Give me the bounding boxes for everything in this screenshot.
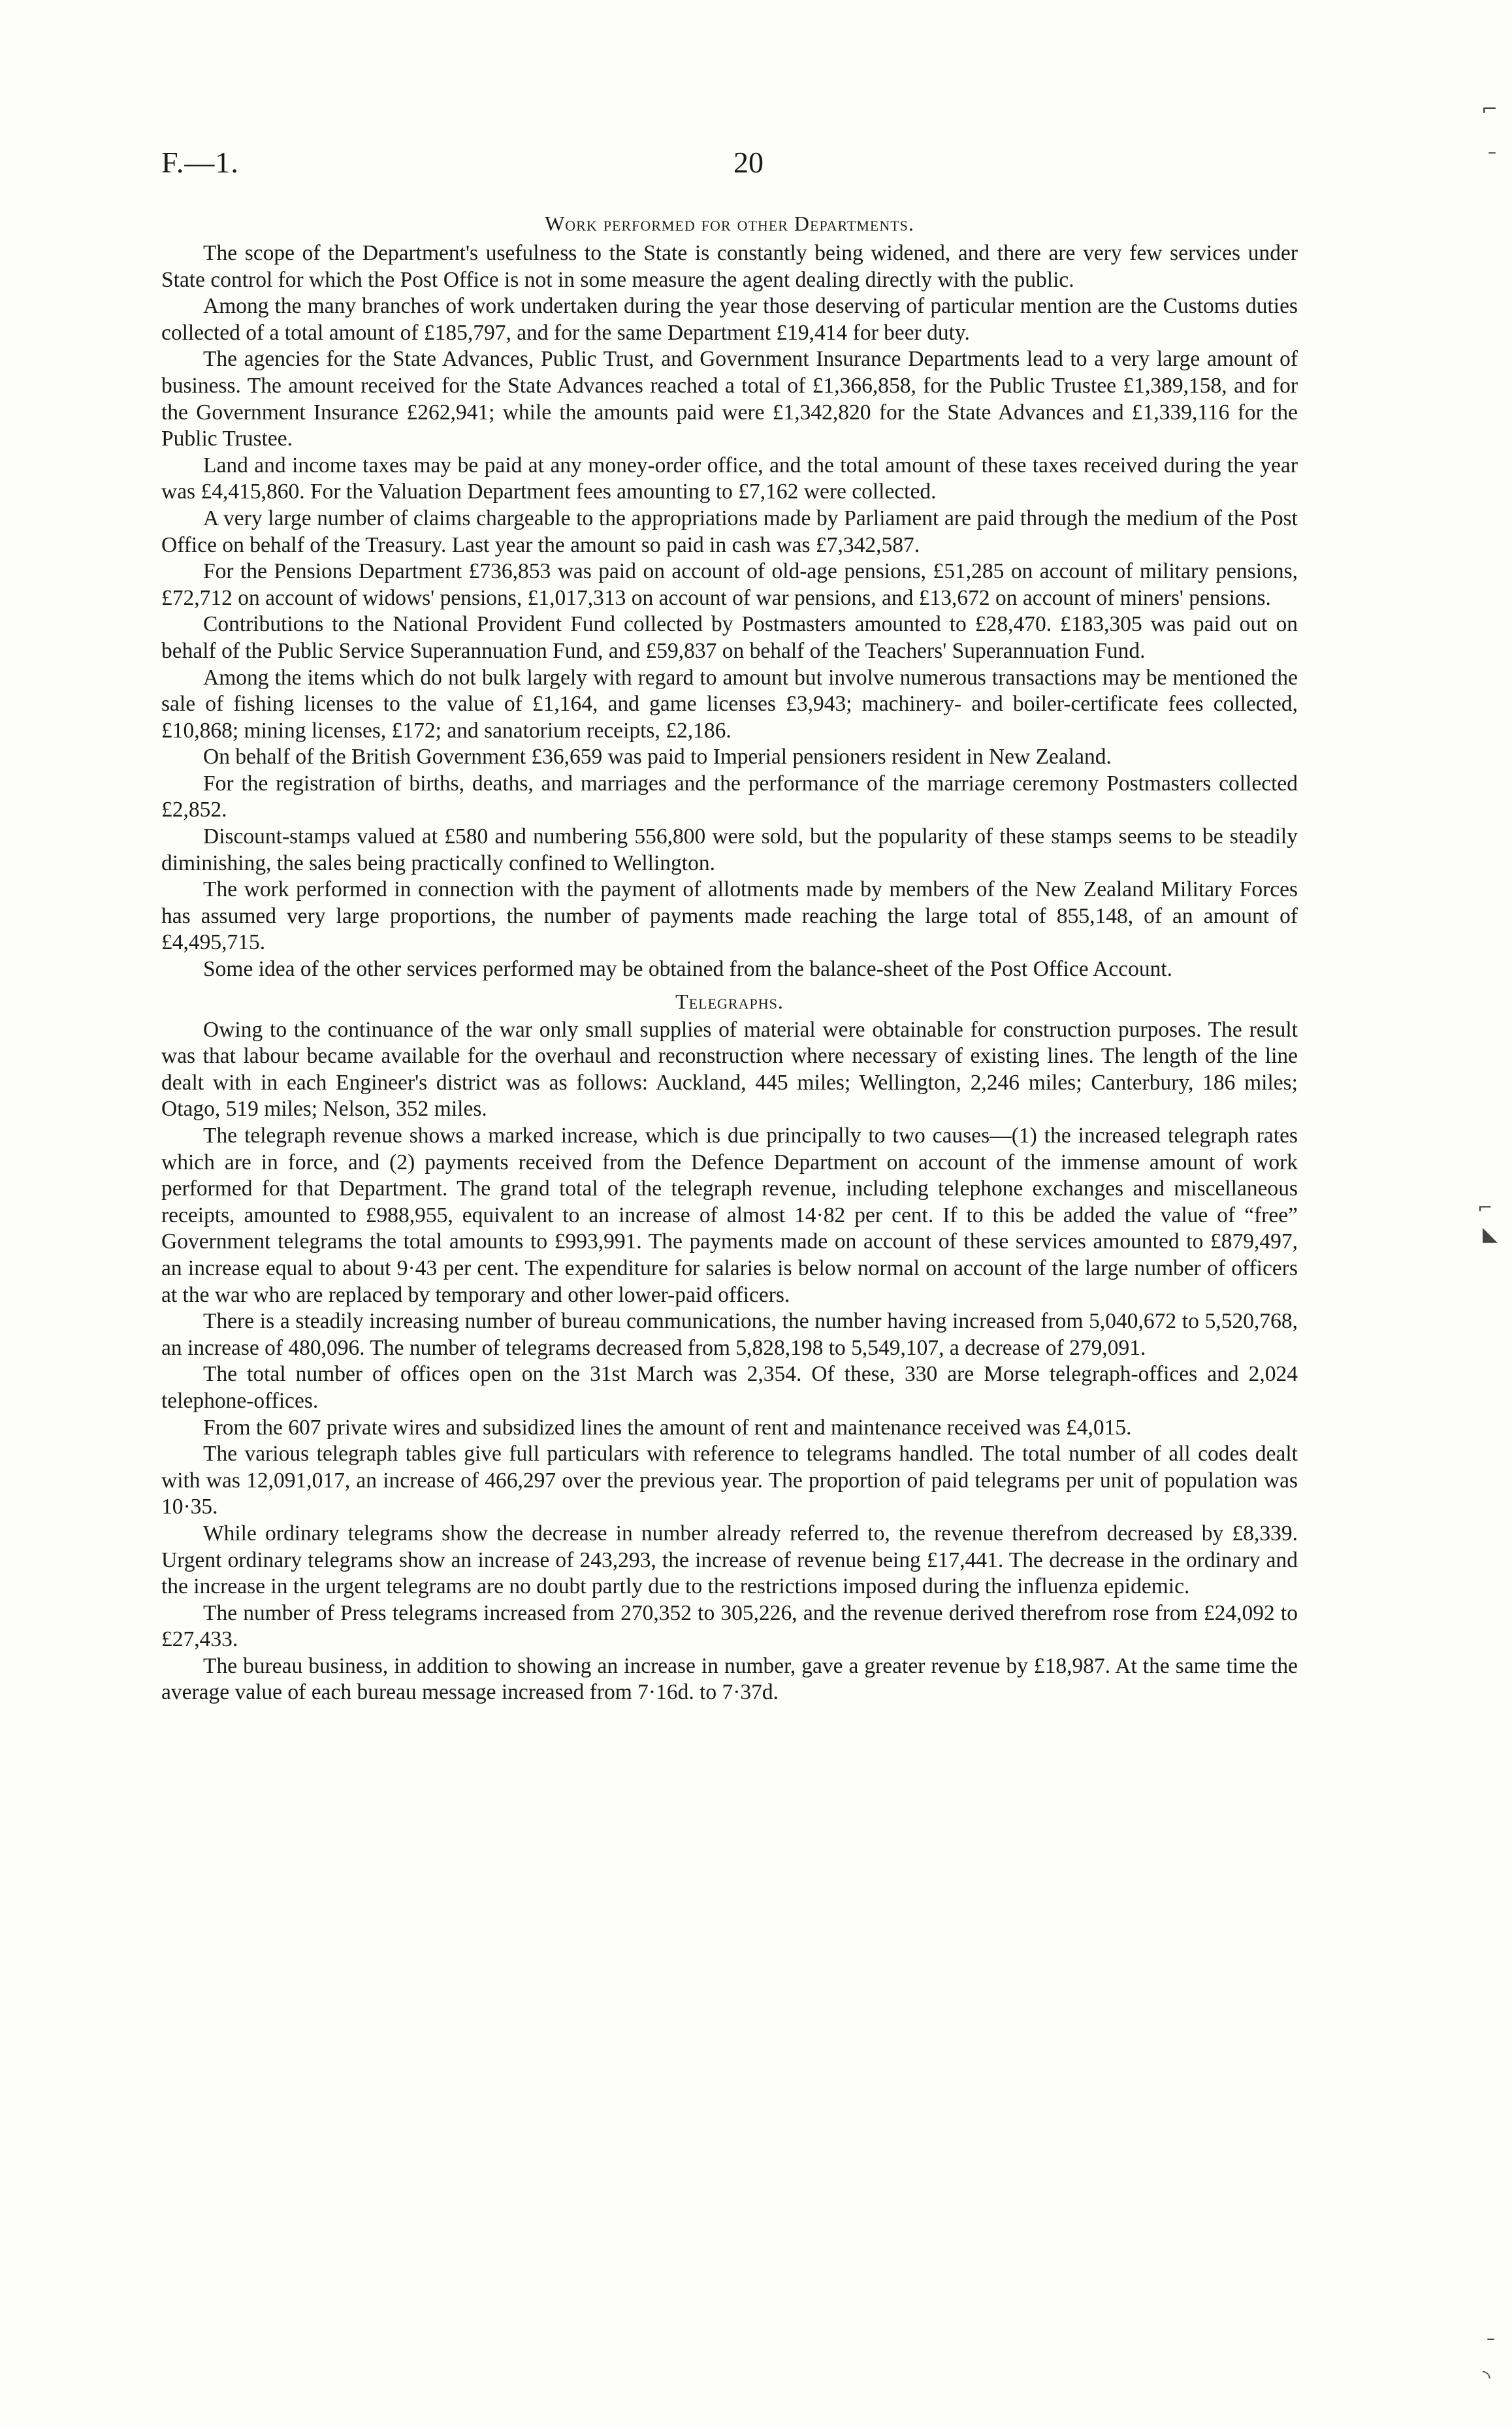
- paragraph: For the Pensions Department £736,853 was paid on account of old-age pensions, £51,285 on account of military pensions, £72,712 on account of widows' pensions, £1,017,313 on account of war pensions, and £13,672 on account of miners' pensions.: [161, 559, 1298, 610]
- paragraph: The bureau business, in addition to showing an increase in number, gave a greater revenue by £18,987. At the same time the average value of each bureau message increased from 7·16d. to 7·37d.: [161, 1653, 1298, 1705]
- paragraph: The various telegraph tables give full particulars with reference to telegrams handled. The total number of all codes dealt with was 12,091,017, an increase of 466,297 over the previous year. The proportion of paid telegrams per unit of population was 10·35.: [161, 1442, 1298, 1519]
- paragraph: The agencies for the State Advances, Public Trust, and Government Insurance Departments lead to a very large amount of business. The amount received for the State Advances reached a total of £1,366,858, for the Public Trustee £1,389,158, and for the Government Insurance £262,941; while the amounts paid were £1,342,820 for the State Advances and £1,339,116 for the Public Trustee.: [161, 347, 1298, 451]
- section-heading: Telegraphs.: [675, 989, 784, 1013]
- paragraph: For the registration of births, deaths, and marriages and the performance of the marriage ceremony Postmasters collected £2,852.: [161, 771, 1298, 822]
- paragraph: Some idea of the other services performed may be obtained from the balance-sheet of the Post Office Account.: [203, 957, 1173, 982]
- section-heading: Work performed for other Departments.: [545, 212, 914, 235]
- paragraph: The work performed in connection with the payment of allotments made by members of the New Zealand Military Forces has assumed very large proportions, the number of payments made reaching the large total of 855,148, of an amount of £4,495,715.: [161, 877, 1298, 955]
- document-code: F.—1.: [161, 146, 239, 179]
- paragraph: Owing to the continuance of the war only small supplies of material were obtainable for construction purposes. The result was that labour became available for the overhaul and reconstruction where necessary of existing lines. The length of the line dealt with in each Engineer's district was as follows: Auckland, 445 miles; Wellington, 2,246 miles; Canterbury, 186 miles; Otago, 519 miles; Nelson, 352 miles.: [161, 1017, 1298, 1122]
- paragraph: While ordinary telegrams show the decrease in number already referred to, the revenue therefrom decreased by £8,339. Urgent ordinary telegrams show an increase of 243,293, the increase of revenue being £17,441. The decrease in the ordinary and the increase in the urgent telegrams are no doubt partly due to the restrictions imposed during the influenza epidemic.: [161, 1521, 1298, 1599]
- paragraph: On behalf of the British Government £36,659 was paid to Imperial pensioners resident in New Zealand.: [203, 745, 1112, 770]
- running-header: [161, 145, 1336, 184]
- scan-mark-icon: ⌐: [1481, 98, 1498, 121]
- paragraph: From the 607 private wires and subsidized lines the amount of rent and maintenance received was £4,015.: [203, 1415, 1132, 1440]
- paragraph: Among the items which do not bulk largely with regard to amount but involve numerous transactions may be mentioned the sale of fishing licenses to the value of £1,164, and game licenses £3,943; machinery- and boiler-certificate fees collected, £10,868; mining licenses, £172; and sanatorium receipts, £2,186.: [161, 665, 1298, 743]
- page-number: 20: [733, 146, 764, 179]
- scan-mark-icon: ⌐: [1477, 1197, 1493, 1218]
- document-body: [161, 210, 1298, 1706]
- scan-mark-icon: ◝: [1483, 2366, 1490, 2389]
- paragraph: A very large number of claims chargeable to the appropriations made by Parliament are paid through the medium of the Post Office on behalf of the Treasury. Last year the amount so paid in cash was £7,342,587.: [161, 506, 1298, 557]
- section-telegraphs: [161, 988, 1298, 1706]
- paragraph: Discount-stamps valued at £580 and numbering 556,800 were sold, but the popularity of these stamps seems to be steadily diminishing, the sales being practically confined to Wellington.: [161, 824, 1298, 875]
- paragraph: The scope of the Department's usefulness to the State is constantly being widened, and there are very few services under State control for which the Post Office is not in some measure the agent dealing directly with the public.: [161, 241, 1298, 292]
- paragraph: Land and income taxes may be paid at any money-order office, and the total amount of these taxes received during the year was £4,415,860. For the Valuation Department fees amounting to £7,162 were collected.: [161, 453, 1298, 504]
- paragraph: The total number of offices open on the 31st March was 2,354. Of these, 330 are Morse telegraph-offices and 2,024 telephone-offices.: [161, 1362, 1298, 1413]
- scan-mark-icon: –: [1488, 142, 1496, 162]
- paragraph: Contributions to the National Provident Fund collected by Postmasters amounted to £28,470. £183,305 was paid out on behalf of the Public Service Superannuation Fund, and £59,837 on behalf of the Teachers' Superannuation Fund.: [161, 612, 1298, 663]
- section-work-for-other-departments: [161, 210, 1298, 983]
- paragraph: Among the many branches of work undertaken during the year those deserving of particular mention are the Customs duties collected of a total amount of £185,797, and for the same Department £19,414 for beer duty.: [161, 294, 1298, 345]
- scan-mark-icon: ◣: [1483, 1223, 1498, 1246]
- paragraph: There is a steadily increasing number of bureau communications, the number having increased from 5,040,672 to 5,520,768, an increase of 480,096. The number of telegrams decreased from 5,828,198 to 5,549,107, a decrease of 279,091.: [161, 1309, 1298, 1360]
- scan-mark-icon: –: [1487, 2329, 1495, 2348]
- paragraph: The telegraph revenue shows a marked increase, which is due principally to two causes—(1) the increased telegraph rates which are in force, and (2) payments received from the Defence Department on account of the immense amount of work performed for that Department. The grand total of the telegraph revenue, including telephone exchanges and miscellaneous receipts, amounted to £988,955, equivalent to an increase of almost 14·82 per cent. If to this be added the value of “free” Government telegrams the total amounts to £993,991. The payments made on account of these services amounted to £879,497, an increase equal to about 9·43 per cent. The expenditure for salaries is below normal on account of the large number of officers at the war who are replaced by temporary and other lower-paid officers.: [161, 1124, 1298, 1307]
- paragraph: The number of Press telegrams increased from 270,352 to 305,226, and the revenue derived therefrom rose from £24,092 to £27,433.: [161, 1600, 1298, 1652]
